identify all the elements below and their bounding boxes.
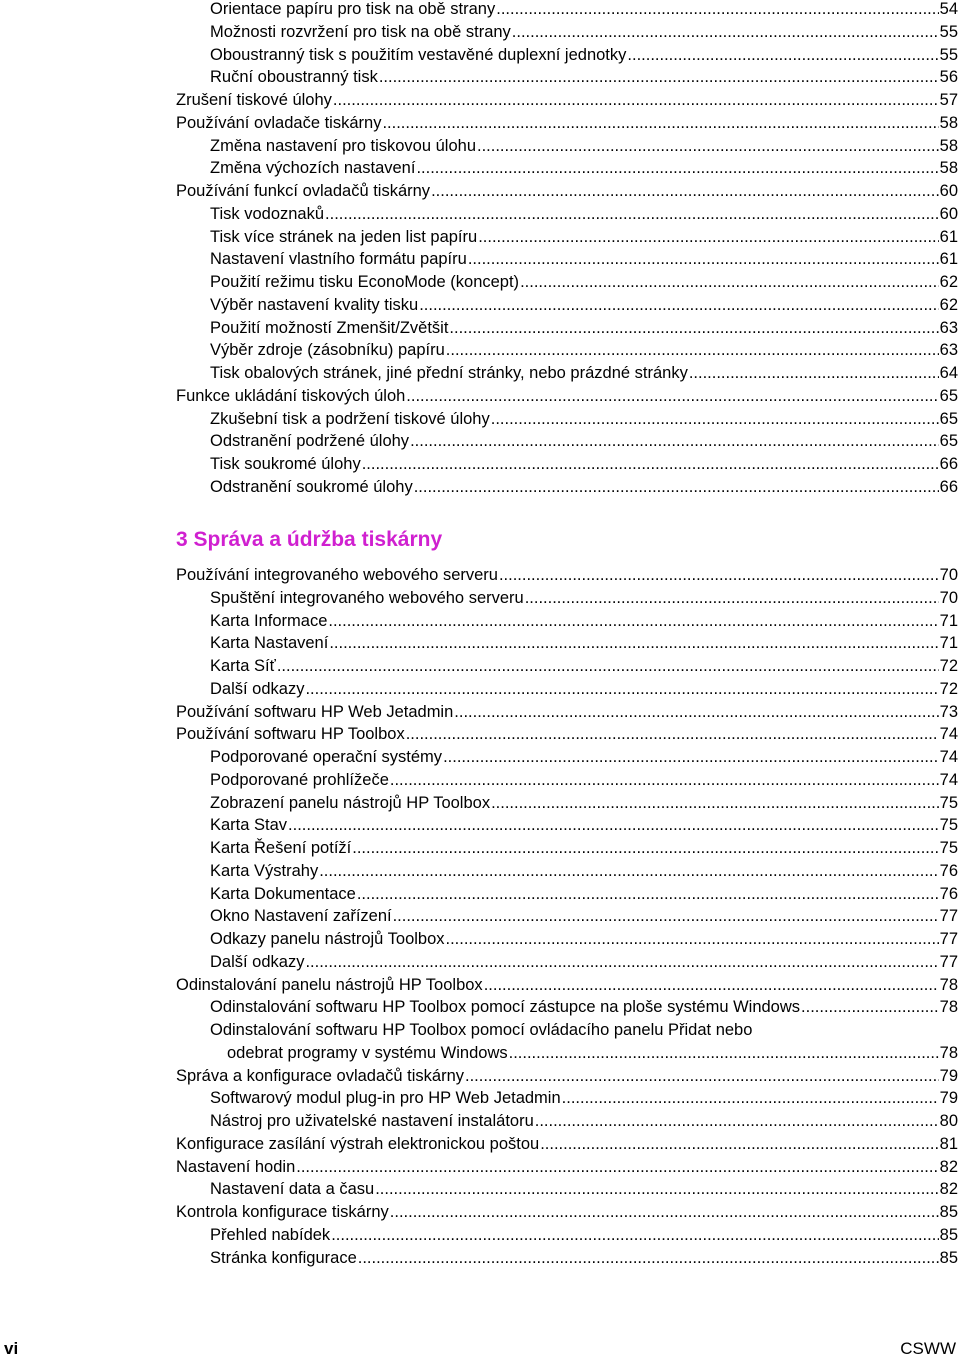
dot-leader: [406, 723, 939, 745]
dot-leader: [362, 453, 939, 475]
toc-entry-title: Změna výchozích nastavení: [210, 159, 416, 178]
toc-entry-title: Karta Stav: [210, 816, 288, 835]
toc-entry-title: Karta Informace: [210, 611, 328, 630]
toc-entry-page: 66: [939, 477, 958, 496]
toc-entry-page: 77: [939, 952, 958, 971]
dot-leader: [390, 769, 939, 791]
toc-entry-page: 77: [939, 930, 958, 948]
toc-entry-page: 74: [939, 725, 958, 744]
toc-entry-page: 61: [939, 227, 958, 246]
toc-entry-page: 82: [939, 1180, 958, 1199]
toc-entry-title: Používání integrovaného webového serveru: [176, 566, 498, 584]
dot-leader: [319, 860, 938, 882]
toc-entry-page: 62: [939, 273, 958, 291]
toc-entry-title: Karta Dokumentace: [210, 884, 356, 903]
dot-leader: [358, 1247, 939, 1269]
toc-entry-page: 79: [939, 1066, 958, 1085]
toc-entry: [176, 723, 958, 745]
toc-entry: [210, 996, 958, 1018]
dot-leader: [296, 1156, 938, 1178]
toc-entry-title: Možnosti rozvržení pro tisk na obě strany: [210, 22, 511, 41]
toc-entry-title: Zkušební tisk a podržení tiskové úlohy: [210, 409, 490, 428]
toc-entry-page: 64: [939, 364, 958, 382]
dot-leader: [352, 837, 938, 859]
toc-entry-page: 85: [939, 1248, 958, 1267]
toc-entry-page: 82: [939, 1157, 958, 1176]
chapter-heading: 3 Správa a údržba tiskárny: [176, 528, 443, 551]
toc-entry: [210, 905, 958, 927]
toc-entry-title: Podporované operační systémy: [210, 748, 443, 766]
toc-entry-page: 74: [939, 748, 958, 766]
toc-entry-page: 70: [939, 566, 958, 584]
dot-leader: [375, 1178, 938, 1200]
toc-entry: [210, 294, 958, 316]
toc-entry-title: Výběr zdroje (zásobníku) papíru: [210, 341, 445, 360]
toc-entry: [176, 385, 958, 407]
toc-entry: [210, 408, 958, 430]
toc-entry-page: 66: [939, 455, 958, 473]
toc-entry: [210, 814, 958, 836]
toc-entry: [210, 271, 958, 293]
toc-entry-page: 81: [939, 1134, 958, 1153]
toc-entry-page: 73: [939, 702, 958, 721]
toc-entry-title: Používání ovladače tiskárny: [176, 113, 382, 132]
toc-entry-title: Softwarový modul plug-in pro HP Web Jetadmin: [210, 1089, 561, 1108]
toc-entry-page: 61: [939, 250, 958, 269]
toc-entry-title: Orientace papíru pro tisk na obě strany: [210, 0, 496, 18]
toc-entry: [176, 1133, 958, 1155]
toc-entry: [210, 1247, 958, 1269]
dot-leader: [468, 248, 939, 270]
toc-entry-page: 76: [939, 884, 958, 903]
dot-leader: [419, 294, 938, 316]
toc-entry-page: 55: [939, 22, 958, 41]
toc-entry-title: odebrat programy v systému Windows: [227, 1043, 508, 1062]
toc-entry-page: 76: [939, 861, 958, 880]
dot-leader: [277, 655, 939, 677]
toc-entry: [210, 248, 958, 270]
dot-leader: [431, 180, 939, 202]
toc-entry: [176, 974, 958, 996]
dot-leader: [491, 408, 939, 430]
dot-leader: [484, 974, 939, 996]
toc-entry: [176, 112, 958, 134]
dot-leader: [491, 792, 939, 814]
dot-leader: [410, 430, 939, 452]
toc-entry-title: Odinstalování panelu nástrojů HP Toolbox: [176, 975, 483, 994]
toc-entry-title: Výběr nastavení kvality tisku: [210, 295, 419, 314]
dot-leader: [329, 632, 938, 654]
toc-entry-title: Zrušení tiskové úlohy: [176, 91, 332, 109]
toc-entry-page: 60: [939, 182, 958, 200]
toc-entry-title: Odinstalování softwaru HP Toolbox pomocí ovládacího panelu Přidat nebo: [210, 1021, 753, 1039]
toc-entry-page: 57: [939, 91, 958, 109]
toc-entry: [176, 1065, 958, 1087]
toc-entry-page: 78: [939, 998, 958, 1017]
dot-leader: [535, 1110, 939, 1132]
toc-entry: [210, 21, 958, 43]
toc-entry-title: Používání funkcí ovladačů tiskárny: [176, 182, 431, 200]
dot-leader: [305, 951, 938, 973]
toc-entry-title: Stránka konfigurace: [210, 1248, 357, 1267]
toc-entry-page: 79: [939, 1089, 958, 1108]
dot-leader: [414, 476, 939, 498]
dot-leader: [454, 701, 938, 723]
toc-entry: [210, 226, 958, 248]
dot-leader: [305, 678, 938, 700]
toc-entry-title: Používání softwaru HP Toolbox: [176, 725, 405, 744]
toc-entry: [210, 66, 958, 88]
toc-entry: [210, 883, 958, 905]
toc-entry-title: Správa a konfigurace ovladačů tiskárny: [176, 1066, 464, 1085]
document-code: CSWW: [900, 1339, 956, 1358]
dot-leader: [328, 610, 938, 632]
dot-leader: [325, 203, 939, 225]
toc-entry-title: Oboustranný tisk s použitím vestavěné duplexní jednotky: [210, 45, 627, 64]
toc-entry: [176, 180, 958, 202]
toc-entry: [210, 0, 958, 20]
toc-entry-page: 85: [939, 1225, 958, 1244]
toc-entry-title: Tisk vodoznaků: [210, 204, 325, 223]
toc-entry: [176, 701, 958, 723]
toc-entry: [210, 951, 958, 973]
dot-leader: [520, 271, 939, 293]
dot-leader: [333, 89, 939, 111]
toc-entry-page: 74: [939, 770, 958, 789]
toc-entry: [210, 430, 958, 452]
dot-leader: [496, 0, 938, 20]
toc-entry-title: Odstranění podržené úlohy: [210, 432, 410, 451]
toc-entry-page: 72: [939, 679, 958, 698]
toc-entry-title: Ruční oboustranný tisk: [210, 68, 378, 87]
dot-leader: [478, 226, 938, 248]
toc-entry-page: 56: [939, 68, 958, 87]
toc-entry-title: Nastavení hodin: [176, 1157, 296, 1176]
toc-entry-page: 60: [939, 204, 958, 223]
toc-entry: [176, 1156, 958, 1178]
dot-leader: [540, 1133, 938, 1155]
toc-entry-page: 65: [939, 386, 958, 405]
toc-entry: [210, 837, 958, 859]
dot-leader: [446, 339, 939, 361]
toc-entry-title: Karta Nastavení: [210, 634, 329, 653]
dot-leader: [379, 66, 939, 88]
toc-entry-page: 75: [939, 816, 958, 835]
toc-entry-page: 85: [939, 1203, 958, 1221]
toc-entry-title: Podporované prohlížeče: [210, 770, 389, 789]
toc-entry-title: Karta Výstrahy: [210, 861, 319, 880]
toc-entry-page: 75: [939, 793, 958, 812]
toc-entry-title: Tisk soukromé úlohy: [210, 455, 361, 473]
toc-entry: [210, 678, 958, 700]
toc-entry: [227, 1042, 958, 1064]
toc-entry-title: Funkce ukládání tiskových úloh: [176, 386, 406, 405]
dot-leader: [509, 1042, 939, 1064]
toc-entry-page: 72: [939, 657, 958, 675]
toc-entry: [176, 1201, 958, 1223]
toc-entry-page: 65: [939, 409, 958, 428]
dot-leader: [512, 21, 939, 43]
dot-leader: [393, 905, 939, 927]
toc-entry: [210, 792, 958, 814]
toc-entry-page: 75: [939, 839, 958, 857]
toc-entry: [210, 476, 958, 498]
toc-entry-title: Nástroj pro uživatelské nastavení instalátoru: [210, 1112, 534, 1130]
toc-entry: [210, 157, 958, 179]
toc-entry: [210, 632, 958, 654]
toc-entry-title: Nastavení vlastního formátu papíru: [210, 250, 467, 269]
toc-entry: [210, 769, 958, 791]
toc-entry: [210, 362, 958, 384]
toc-entry: [210, 317, 958, 339]
dot-leader: [449, 317, 938, 339]
toc-entry-page: 63: [939, 318, 958, 337]
toc-entry-title: Použití režimu tisku EconoMode (koncept): [210, 273, 520, 291]
dot-leader: [446, 928, 939, 950]
dot-leader: [390, 1201, 939, 1223]
toc-entry-title: Odkazy panelu nástrojů Toolbox: [210, 930, 445, 948]
toc-entry: [210, 860, 958, 882]
toc-entry-page: 58: [939, 159, 958, 178]
toc-entry-title: Přehled nabídek: [210, 1225, 331, 1244]
toc-entry-title: Karta Řešení potíží: [210, 839, 352, 857]
dot-leader: [382, 112, 938, 134]
toc-entry: [210, 610, 958, 632]
toc-entry-page: 70: [939, 588, 958, 607]
toc-entry-page: 80: [939, 1112, 958, 1130]
toc-entry: [210, 587, 958, 609]
dot-leader: [357, 883, 939, 905]
toc-entry: [210, 203, 958, 225]
toc-entry-title: Okno Nastavení zařízení: [210, 907, 392, 926]
page-number: vi: [4, 1339, 19, 1358]
dot-leader: [801, 996, 939, 1018]
toc-entry-page: 71: [939, 611, 958, 630]
toc-entry: [210, 746, 958, 768]
toc-entry-title: Karta Síť: [210, 657, 276, 675]
toc-entry-title: Další odkazy: [210, 679, 305, 698]
toc-entry-title: Tisk více stránek na jeden list papíru: [210, 227, 478, 246]
toc-entry: [210, 1178, 958, 1200]
toc-entry: [210, 44, 958, 66]
toc-entry: [210, 928, 958, 950]
toc-entry: [210, 339, 958, 361]
dot-leader: [627, 44, 938, 66]
toc-entry-title: Další odkazy: [210, 952, 305, 971]
toc-entry-page: 78: [939, 975, 958, 994]
toc-entry: [210, 655, 958, 677]
toc-entry: [176, 89, 958, 111]
toc-entry-title: Používání softwaru HP Web Jetadmin: [176, 702, 454, 721]
toc-entry: [210, 135, 958, 157]
toc-entry-page: 71: [939, 634, 958, 653]
toc-entry-title: Odinstalování softwaru HP Toolbox pomocí zástupce na ploše systému Windows: [210, 998, 801, 1017]
dot-leader: [477, 135, 939, 157]
toc-entry-title: Konfigurace zasílání výstrah elektronickou poštou: [176, 1134, 540, 1153]
toc-entry-title: Změna nastavení pro tiskovou úlohu: [210, 136, 476, 155]
toc-entry-page: 58: [939, 136, 958, 155]
dot-leader: [331, 1224, 938, 1246]
toc-entry-page: 55: [939, 45, 958, 64]
toc-entry-title: Spuštění integrovaného webového serveru: [210, 588, 524, 607]
toc-entry-page: 77: [939, 907, 958, 926]
toc-entry-page: 78: [939, 1043, 958, 1062]
toc-entry-title: Kontrola konfigurace tiskárny: [176, 1203, 389, 1221]
dot-leader: [525, 587, 939, 609]
toc-entry: [210, 1087, 958, 1109]
toc-entry-title: Zobrazení panelu nástrojů HP Toolbox: [210, 793, 491, 812]
dot-leader: [416, 157, 938, 179]
toc-entry-title: Tisk obalových stránek, jiné přední stránky, nebo prázdné stránky: [210, 364, 688, 382]
toc-entry-page: 62: [939, 295, 958, 314]
dot-leader: [689, 362, 939, 384]
toc-entry-page: 63: [939, 341, 958, 360]
toc-entry: [210, 453, 958, 475]
toc-entry-title: Použití možností Zmenšit/Zvětšit: [210, 318, 449, 337]
toc-entry-page: 54: [939, 0, 958, 18]
toc-entry-page: 65: [939, 432, 958, 451]
toc-entry-title: Nastavení data a času: [210, 1180, 375, 1199]
dot-leader: [465, 1065, 939, 1087]
dot-leader: [499, 564, 939, 586]
toc-entry-page: 58: [939, 113, 958, 132]
toc-entry: [176, 564, 958, 586]
toc-entry: [210, 1224, 958, 1246]
toc-entry: [210, 1110, 958, 1132]
dot-leader: [406, 385, 938, 407]
dot-leader: [288, 814, 939, 836]
dot-leader: [443, 746, 939, 768]
dot-leader: [562, 1087, 939, 1109]
toc-entry-title: Odstranění soukromé úlohy: [210, 477, 413, 496]
